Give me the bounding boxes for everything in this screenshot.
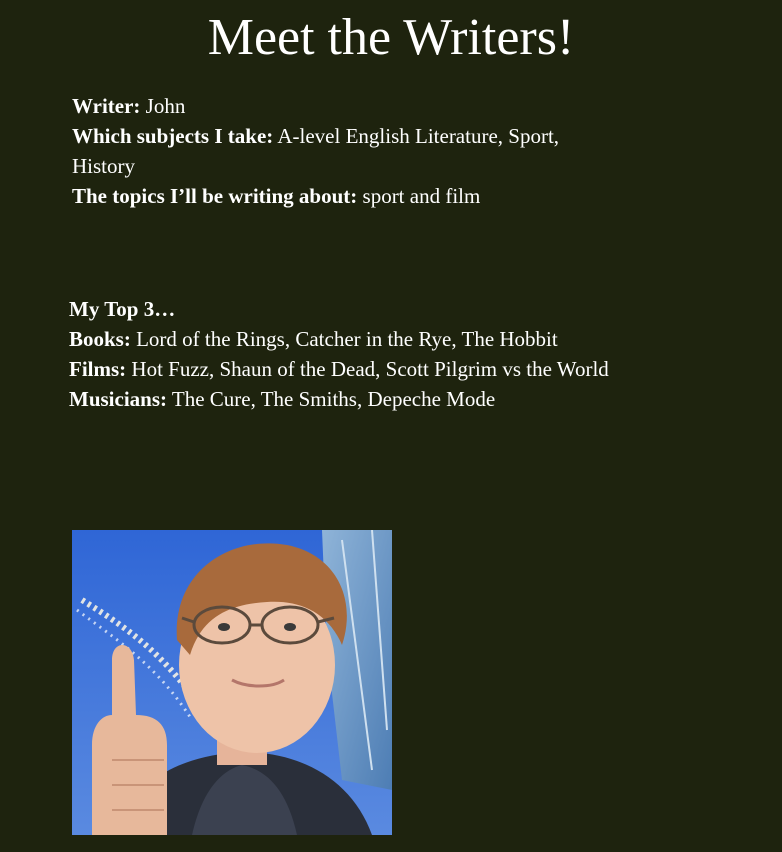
topics-value: sport and film <box>362 184 481 208</box>
top-3-heading-line <box>69 294 609 324</box>
films-value: Hot Fuzz, Shaun of the Dead, Scott Pilgrim vs the World <box>131 357 609 381</box>
subjects-value: A-level English Literature, Sport, History <box>72 124 560 178</box>
films-label: Films: <box>69 357 127 381</box>
subjects-label: Which subjects I take: <box>72 124 274 148</box>
writer-line <box>72 91 612 121</box>
writer-label: Writer: <box>72 94 141 118</box>
books-line <box>69 324 609 354</box>
musicians-line <box>69 384 609 414</box>
books-label: Books: <box>69 327 131 351</box>
musicians-value: The Cure, The Smiths, Depeche Mode <box>171 387 496 411</box>
writer-photo-illustration <box>72 530 392 835</box>
top-3-heading: My Top 3… <box>69 297 176 321</box>
writer-photo <box>72 530 392 835</box>
page-title: Meet the Writers! <box>207 9 575 66</box>
subjects-line <box>72 121 612 181</box>
top-3-list <box>69 294 609 414</box>
films-line <box>69 354 609 384</box>
topics-line <box>72 181 612 211</box>
books-value: Lord of the Rings, Catcher in the Rye, The Hobbit <box>136 327 558 351</box>
writer-name: John <box>145 94 186 118</box>
writer-info <box>72 91 612 211</box>
topics-label: The topics I’ll be writing about: <box>72 184 358 208</box>
musicians-label: Musicians: <box>69 387 168 411</box>
